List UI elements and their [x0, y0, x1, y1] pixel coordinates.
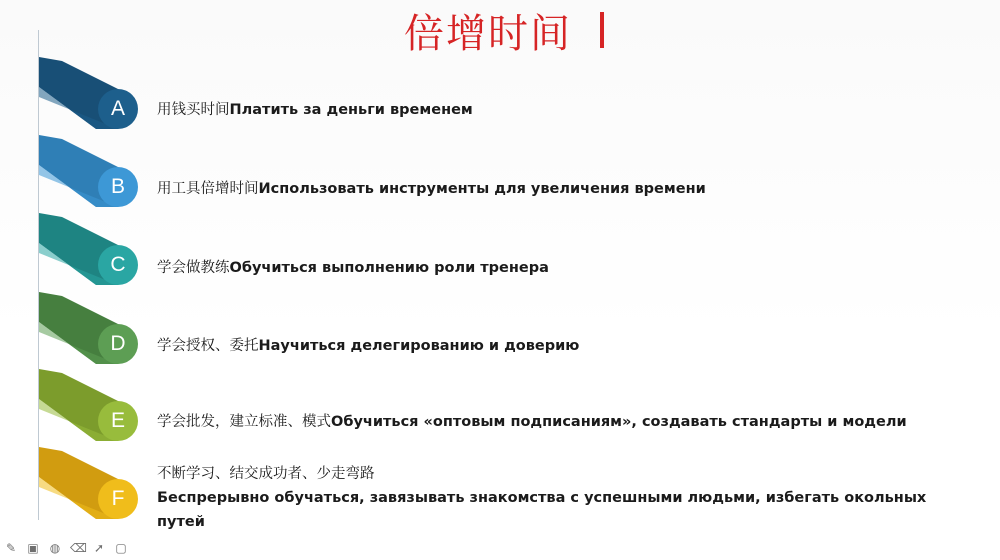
step-marker-c: C [98, 245, 138, 285]
item-a-text [157, 98, 473, 119]
item-e-chinese: 学会批发，建立标准、模式 [157, 414, 331, 430]
item-f-russian: Беспрерывно обучаться, завязывать знакомства с успешными людьми, избегать окольных путей [157, 490, 927, 530]
step-marker-a: A [98, 89, 138, 129]
slide-title-text: 倍增时间 [404, 11, 572, 57]
item-a-chinese: 用钱买时间 [157, 102, 230, 118]
item-d-text [157, 334, 579, 355]
item-c-chinese: 学会做教练 [157, 260, 230, 276]
palette-icon[interactable]: ◍ [49, 541, 61, 555]
item-e-text [157, 410, 907, 431]
item-c-text [157, 256, 549, 277]
eraser-icon[interactable]: ⌫ [70, 541, 87, 555]
window-icon[interactable]: ▣ [27, 541, 39, 555]
item-e-russian: Обучиться «оптовым подписаниям», создавать стандарты и модели [331, 414, 907, 430]
annotation-toolbar [4, 538, 128, 558]
step-marker-d: D [98, 324, 138, 364]
item-d-chinese: 学会授权、委托 [157, 338, 259, 354]
item-c-russian: Обучиться выполнению роли тренера [229, 260, 549, 276]
step-marker-e: E [98, 401, 138, 441]
step-marker-b: B [98, 167, 138, 207]
step-marker-f: F [98, 479, 138, 519]
item-b-russian: Использовать инструменты для увеличения времени [258, 181, 706, 197]
item-f-text [157, 462, 947, 534]
screen-icon[interactable]: ▢ [115, 541, 127, 555]
item-f-chinese: 不断学习、结交成功者、少走弯路 [157, 466, 375, 482]
item-b-chinese: 用工具倍增时间 [157, 181, 259, 197]
item-b-text [157, 177, 706, 198]
pen-icon[interactable]: ✎ [5, 541, 17, 555]
item-a-russian: Платить за деньги временем [229, 102, 473, 118]
pointer-icon[interactable]: ➚ [93, 541, 105, 555]
item-d-russian: Научиться делегированию и доверию [258, 338, 580, 354]
